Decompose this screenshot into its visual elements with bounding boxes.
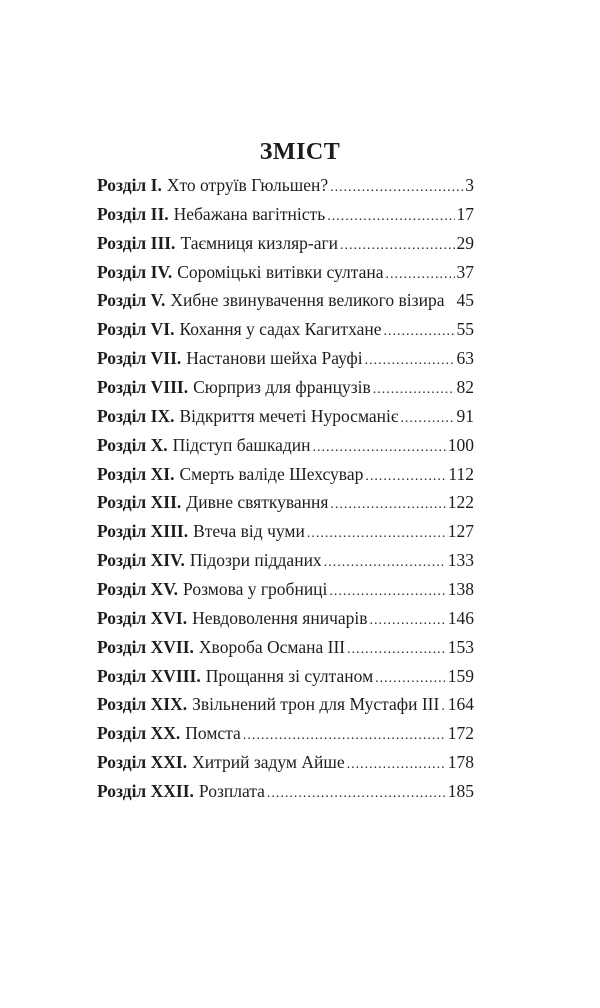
chapter-title: Сороміцькі витівки султана <box>177 261 384 282</box>
chapter-label: Розділ VI. <box>97 319 175 340</box>
dot-leader <box>441 699 445 715</box>
page-number: 37 <box>456 261 474 282</box>
toc-entry <box>97 204 474 233</box>
page-number: 146 <box>447 607 474 628</box>
chapter-title: Таємниця кизляр-аги <box>180 232 339 253</box>
chapter-title: Кохання у садах Кагитхане <box>179 319 382 340</box>
chapter-label: Розділ XIV. <box>97 550 185 571</box>
dot-leader <box>329 584 445 600</box>
chapter-title: Хвороба Османа III <box>198 636 346 657</box>
dot-leader <box>370 613 446 629</box>
dot-leader <box>400 411 454 427</box>
dot-leader <box>347 642 446 658</box>
toc-entry <box>97 521 474 550</box>
toc-entry <box>97 608 474 637</box>
page-number: 29 <box>456 232 474 253</box>
toc-entry <box>97 262 474 291</box>
page-number: 172 <box>447 723 474 744</box>
chapter-label: Розділ XVIII. <box>97 665 201 686</box>
chapter-label: Розділ XVII. <box>97 636 194 657</box>
chapter-label: Розділ III. <box>97 232 176 253</box>
toc-entry <box>97 377 474 406</box>
toc-entry <box>97 694 474 723</box>
chapter-title: Невдоволення яничарів <box>192 607 368 628</box>
page-number: 63 <box>456 348 474 369</box>
chapter-title: Хибне звинувачення великого візира <box>170 290 445 311</box>
chapter-title: Втеча від чуми <box>193 521 305 542</box>
toc-entry <box>97 464 474 493</box>
dot-leader <box>347 757 446 773</box>
chapter-title: Прощання зі султаном <box>205 665 374 686</box>
toc-entry <box>97 781 474 810</box>
toc-entry <box>97 579 474 608</box>
page-number: 45 <box>456 290 474 311</box>
chapter-title: Розмова у гробниці <box>183 579 328 600</box>
page-number: 17 <box>456 203 474 224</box>
chapter-label: Розділ XVI. <box>97 607 188 628</box>
dot-leader <box>385 267 454 283</box>
page-number: 185 <box>447 781 474 802</box>
chapter-label: Розділ V. <box>97 290 166 311</box>
toc-entry <box>97 233 474 262</box>
chapter-label: Розділ XI. <box>97 463 175 484</box>
chapter-title: Смерть валіде Шехсувар <box>179 463 364 484</box>
page-number: 91 <box>456 405 474 426</box>
chapter-label: Розділ XX. <box>97 723 181 744</box>
dot-leader <box>373 382 455 398</box>
page-number: 82 <box>456 377 474 398</box>
dot-leader <box>340 238 454 254</box>
page-number: 164 <box>447 694 474 715</box>
chapter-title: Розплата <box>198 781 265 802</box>
page-title: ЗМІСТ <box>259 139 341 165</box>
chapter-title: Помста <box>185 723 241 744</box>
chapter-label: Розділ XII. <box>97 492 182 513</box>
chapter-title: Хитрий задум Айше <box>192 752 345 773</box>
dot-leader <box>324 555 446 571</box>
toc-entry <box>97 290 474 319</box>
chapter-title: Небажана вагітність <box>173 203 326 224</box>
toc-entry <box>97 723 474 752</box>
chapter-label: Розділ VII. <box>97 348 182 369</box>
toc-entry <box>97 637 474 666</box>
dot-leader <box>384 324 455 340</box>
chapter-title: Підозри підданих <box>189 550 322 571</box>
toc-entry <box>97 435 474 464</box>
chapter-label: Розділ XIX. <box>97 694 188 715</box>
dot-leader <box>330 497 445 513</box>
dot-leader <box>243 728 446 744</box>
page-number: 133 <box>447 550 474 571</box>
chapter-label: Розділ II. <box>97 203 169 224</box>
dot-leader <box>327 209 454 225</box>
page-number: 127 <box>447 521 474 542</box>
toc-entry <box>97 348 474 377</box>
page-number: 153 <box>447 636 474 657</box>
page-number: 138 <box>447 579 474 600</box>
page-number: 55 <box>456 319 474 340</box>
toc-entry <box>97 319 474 348</box>
chapter-label: Розділ VIII. <box>97 377 189 398</box>
chapter-title: Хто отруїв Гюльшен? <box>166 175 329 195</box>
chapter-label: Розділ XIII. <box>97 521 189 542</box>
dot-leader <box>267 786 446 802</box>
chapter-label: Розділ XXI. <box>97 752 188 773</box>
chapter-title: Відкриття мечеті Нуросманіє <box>179 405 399 426</box>
chapter-label: Розділ IX. <box>97 405 175 426</box>
table-of-contents <box>97 175 474 810</box>
dot-leader <box>365 353 455 369</box>
chapter-label: Розділ X. <box>97 434 168 455</box>
toc-entry <box>97 550 474 579</box>
chapter-title: Сюрприз для французів <box>193 377 371 398</box>
chapter-label: Розділ XXII. <box>97 781 194 802</box>
chapter-title: Дивне святкування <box>186 492 329 513</box>
page-number: 159 <box>447 665 474 686</box>
chapter-title: Звільнений трон для Мустафи III <box>192 694 440 715</box>
toc-entry <box>97 406 474 435</box>
page-number: 3 <box>465 175 474 195</box>
page-number: 112 <box>448 463 474 484</box>
chapter-title: Підступ башкадин <box>172 434 311 455</box>
dot-leader <box>330 180 463 196</box>
dot-leader <box>313 440 446 456</box>
toc-entry <box>97 175 474 204</box>
chapter-title: Настанови шейха Рауфі <box>186 348 363 369</box>
toc-entry <box>97 752 474 781</box>
chapter-label: Розділ XV. <box>97 579 179 600</box>
toc-entry <box>97 492 474 521</box>
dot-leader <box>365 469 446 485</box>
dot-leader <box>375 671 446 687</box>
page-number: 100 <box>447 434 474 455</box>
toc-entry <box>97 666 474 695</box>
page-number: 178 <box>447 752 474 773</box>
chapter-label: Розділ IV. <box>97 261 173 282</box>
chapter-label: Розділ I. <box>97 175 162 195</box>
dot-leader <box>307 526 446 542</box>
page-number: 122 <box>447 492 474 513</box>
